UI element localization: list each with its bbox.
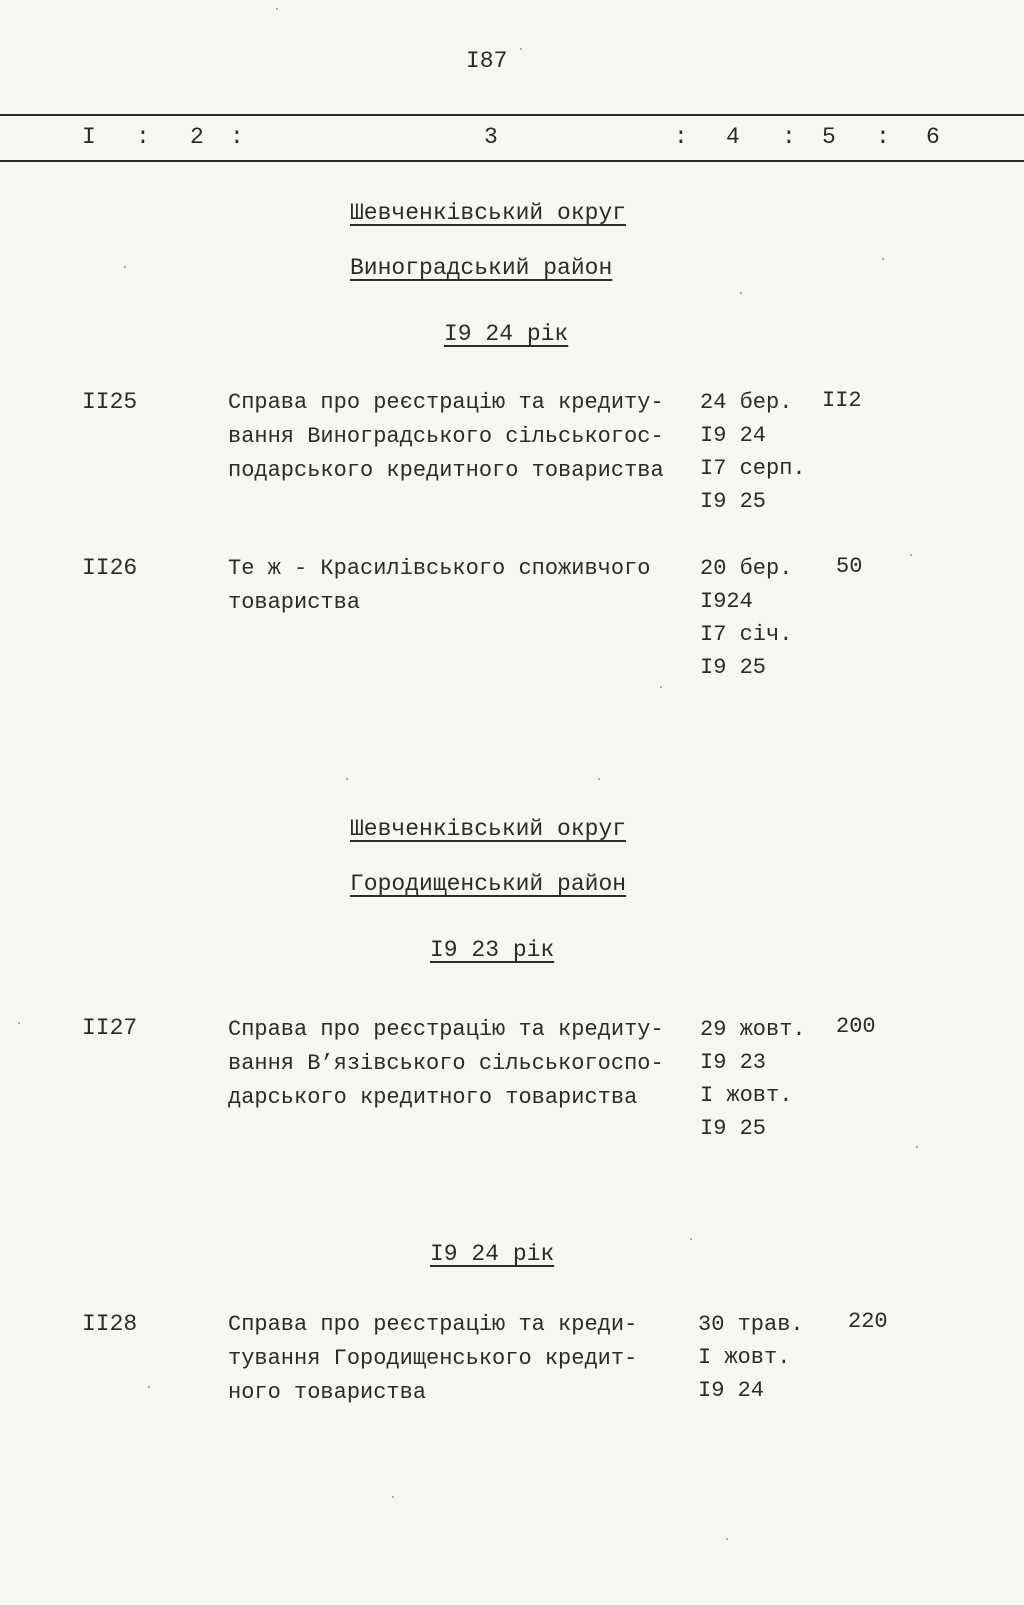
date-line: 29 жовт. <box>700 1017 806 1042</box>
description-line: вання Виноградського сільськогос- <box>228 424 664 449</box>
region-heading: Городищенський район <box>350 871 627 897</box>
column-separator: : <box>674 124 688 150</box>
entry-number: II27 <box>82 1015 138 1041</box>
description-line: подарського кредитного товариства <box>228 458 664 483</box>
entry-sheets: 50 <box>836 554 863 579</box>
region-heading: Виноградський район <box>350 255 613 281</box>
description-line: дарського кредитного товариства <box>228 1085 638 1110</box>
speck <box>660 686 662 688</box>
date-line: I9 25 <box>700 655 767 680</box>
speck <box>18 1022 20 1024</box>
speck <box>882 258 884 260</box>
speck <box>346 778 348 780</box>
speck <box>276 8 278 10</box>
date-line: 30 трав. <box>698 1312 804 1337</box>
column-header-3: 3 <box>484 124 498 150</box>
speck <box>726 1538 728 1540</box>
district-heading: Шевченківський округ <box>350 200 627 226</box>
speck <box>690 1238 692 1240</box>
entry-dates <box>700 1013 806 1145</box>
entry-sheets: 200 <box>836 1014 876 1039</box>
entry-description <box>228 1013 664 1115</box>
column-separator: : <box>876 124 890 150</box>
description-line: Справа про реєстрацію та кредиту- <box>228 390 664 415</box>
description-line: Те ж - Красилівського споживчого <box>228 556 651 581</box>
date-line: I9 23 <box>700 1050 767 1075</box>
year-heading: I9 24 рік <box>444 321 569 347</box>
speck <box>148 1386 150 1388</box>
date-line: I9 25 <box>700 489 767 514</box>
speck <box>598 778 600 780</box>
year-heading: I9 24 рік <box>430 1241 555 1267</box>
column-header-4: 4 <box>726 124 740 150</box>
date-line: 24 бер. <box>700 390 793 415</box>
entry-dates <box>700 386 806 518</box>
speck <box>740 292 742 294</box>
date-line: I9 24 <box>698 1378 765 1403</box>
date-line: I жовт. <box>700 1083 793 1108</box>
column-header-1: I <box>82 124 96 150</box>
column-header-5: 5 <box>822 124 836 150</box>
speck <box>392 1496 394 1498</box>
column-header-2: 2 <box>190 124 204 150</box>
entry-sheets: 220 <box>848 1309 888 1334</box>
column-separator: : <box>782 124 796 150</box>
entry-description <box>228 1308 637 1410</box>
description-line: Справа про реєстрацію та креди- <box>228 1312 638 1337</box>
district-heading: Шевченківський округ <box>350 816 627 842</box>
entry-number: II28 <box>82 1311 138 1337</box>
column-separator: : <box>136 124 150 150</box>
description-line: Справа про реєстрацію та кредиту- <box>228 1017 664 1042</box>
description-line: ного товариства <box>228 1380 427 1405</box>
column-header-6: 6 <box>926 124 940 150</box>
entry-number: II25 <box>82 389 138 415</box>
entry-description <box>228 386 664 488</box>
date-line: I жовт. <box>698 1345 791 1370</box>
year-heading: I9 23 рік <box>430 937 555 963</box>
page-number: I87 <box>466 48 508 74</box>
entry-sheets: II2 <box>822 388 862 413</box>
date-line: I9 24 <box>700 423 767 448</box>
date-line: I7 січ. <box>700 622 793 647</box>
date-line: I7 серп. <box>700 456 806 481</box>
entry-dates <box>700 552 792 684</box>
speck <box>916 1146 918 1148</box>
description-line: вання В’язівського сільськогоспо- <box>228 1051 664 1076</box>
entry-description <box>228 552 650 620</box>
date-line: 20 бер. <box>700 556 793 581</box>
header-top-rule <box>0 114 1024 116</box>
speck <box>910 554 912 556</box>
date-line: I924 <box>700 589 753 614</box>
speck <box>124 266 126 268</box>
column-separator: : <box>230 124 244 150</box>
entry-dates <box>698 1308 804 1407</box>
entry-number: II26 <box>82 555 138 581</box>
speck <box>520 48 522 50</box>
date-line: I9 25 <box>700 1116 767 1141</box>
description-line: товариства <box>228 590 361 615</box>
header-bottom-rule <box>0 160 1024 162</box>
description-line: тування Городищенського кредит- <box>228 1346 638 1371</box>
